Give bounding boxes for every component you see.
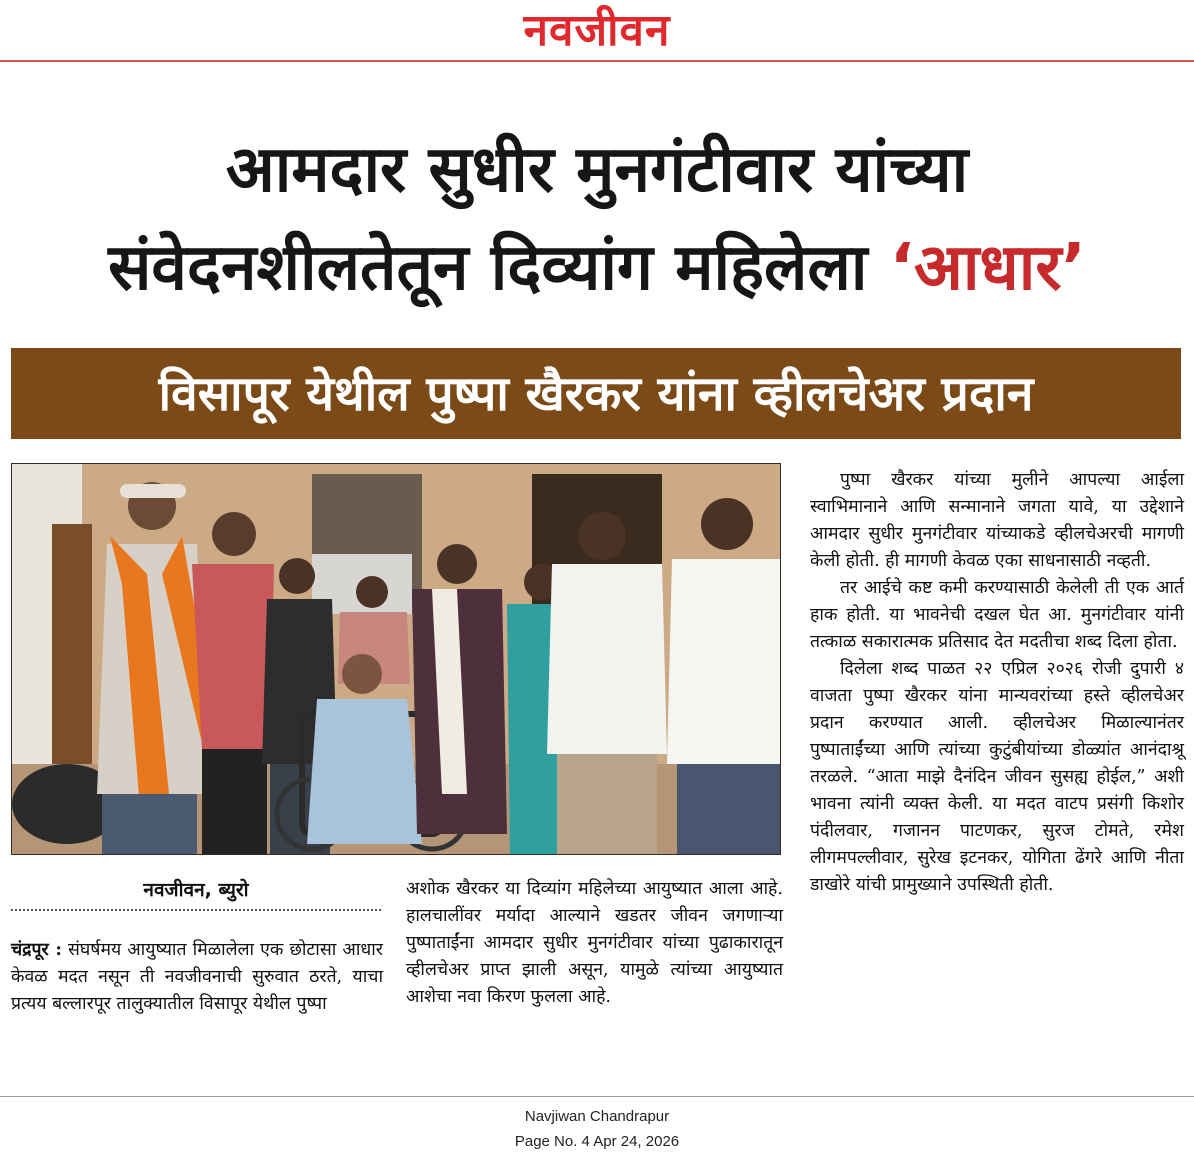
article-column-3 (810, 467, 1184, 899)
headline-line-2-main: संवेदनशीलतेतून दिव्यांग महिलेला (108, 231, 890, 305)
masthead (0, 0, 1194, 62)
footer-divider (0, 1096, 1194, 1097)
column-3-paragraph-1: पुष्पा खैरकर यांच्या मुलीने आपल्या आईला स्वाभिमानाने आणि सन्मानाने जगता यावे, या उद्देशाने आमदार सुधीर मुनगंटीवार यांच्याकडे व्हीलचेअरची मागणी केली होती. ही मागणी केवळ एका साधनासाठी नव्हती. (810, 470, 1184, 571)
subheadline-banner (11, 348, 1181, 439)
article-column-1 (11, 936, 383, 1018)
byline-divider (11, 909, 381, 911)
headline-line-1: आमदार सुधीर मुनगंटीवार यांच्या (225, 133, 969, 207)
news-photo (11, 463, 781, 855)
subheadline: विसापूर येथील पुष्पा खैरकर यांना व्हीलचेअर प्रदान (158, 365, 1034, 422)
column-2-text: अशोक खैरकर या दिव्यांग महिलेच्या आयुष्यात आला आहे. हालचालींवर मर्यादा आल्याने खडतर जीवन जगणाऱ्या पुष्पाताईंना आमदार सुधीर मुनगंटीवार यांच्या पुढाकारातून व्हीलचेअर प्राप्त झाली असून, यामुळे त्यांच्या आयुष्यात आशेचा नवा किरण फुलला आहे. (406, 879, 783, 1007)
headline-line-2 (0, 226, 1194, 310)
column-1-text: संघर्षमय आयुष्यात मिळालेला एक छोटासा आधार केवळ मदत नसून ती नवजीवनाची सुरुवात ठरते, याचा प्रत्यय बल्लारपूर तालुक्यातील विसापूर येथील पुष्पा (11, 940, 383, 1014)
article-column-2 (406, 876, 783, 1011)
dateline: चंद्रपूर : (11, 939, 62, 960)
column-3-paragraph-2: तर आईचे कष्ट कमी करण्यासाठी केलेली ती एक आर्त हाक होती. या भावनेची दखल घेत आ. मुनगंटीवार यांनी तत्काळ सकारात्मक प्रतिसाद देत मदतीचा शब्द दिला होता. (810, 578, 1184, 652)
footer-page-info: Page No. 4 Apr 24, 2026 (514, 1133, 680, 1150)
group-photo-wheelchair-handover (12, 464, 781, 855)
byline: नवजीवन, ब्युरो (143, 879, 249, 901)
footer-publication: Navjiwan Chandrapur (524, 1108, 670, 1125)
headline-highlight: ‘आधार’ (889, 231, 1086, 305)
newspaper-logo: नवजीवन (523, 5, 671, 56)
masthead-divider (0, 60, 1194, 62)
column-3-paragraph-3: दिलेला शब्द पाळत २२ एप्रिल २०२६ रोजी दुपारी ४ वाजता पुष्पा खैरकर यांना मान्यवरांच्या हस्ते व्हीलचेअर प्रदान करण्यात आली. व्हीलचेअर मिळाल्यानंतर पुष्पाताईंच्या आणि त्यांच्या कुटुंबीयांच्या डोळ्यांत आनंदाश्रू तरळले. “आता माझे दैनंदिन जीवन सुसह्य होईल,” अशी भावना त्यांनी व्यक्त केली. या मदत वाटप प्रसंगी किशोर पंदीलवार, गजानन पाटणकर, सुरज टोमते, रमेश लीगमपल्लीवार, सुरेख इटनकर, योगिता ढेंगरे आणि नीता डाखोरे यांची प्रामुख्याने उपस्थिती होती. (810, 659, 1184, 895)
